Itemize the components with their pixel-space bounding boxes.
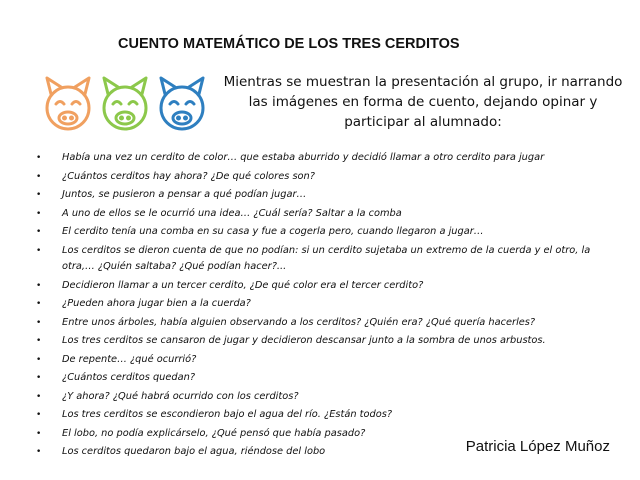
- author-name: Patricia López Muñoz: [465, 438, 610, 455]
- story-list: [0, 150, 640, 463]
- three-pigs-illustration: [40, 68, 210, 138]
- list-item: [0, 169, 640, 186]
- list-item-text: El lobo, no podía explicárselo, ¿Qué pensó que había pasado?: [62, 427, 366, 439]
- list-item-text: A uno de ellos se le ocurrió una idea… ¿Cuál sería? Saltar a la comba: [62, 207, 402, 219]
- bullet-icon: •: [36, 336, 42, 346]
- bullet-icon: •: [36, 280, 42, 291]
- list-item-text: Los cerditos se dieron cuenta de que no podían: si un cerdito sujetaba un extremo de la cuerda y el otro, la otra,… ¿Quién saltaba? ¿Qué podían hacer?...: [62, 244, 591, 272]
- list-item: [0, 407, 640, 424]
- bullet-icon: •: [36, 317, 42, 328]
- bullet-icon: •: [36, 447, 42, 457]
- list-item-text: ¿Pueden ahora jugar bien a la cuerda?: [62, 298, 251, 309]
- list-item: [0, 333, 640, 350]
- list-item-text: Entre unos árboles, había alguien observando a los cerditos? ¿Quién era? ¿Qué quería hacerles?: [62, 316, 536, 328]
- bullet-icon: •: [36, 171, 42, 182]
- list-item: [0, 187, 640, 204]
- list-item-text: ¿Y ahora? ¿Qué habrá ocurrido con los cerditos?: [62, 390, 299, 402]
- list-item-text: Había una vez un cerdito de color… que estaba aburrido y decidió llamar a otro cerdito para jugar: [62, 152, 545, 163]
- bullet-icon: •: [36, 410, 42, 420]
- pig-face-icon: [104, 78, 146, 129]
- bullet-icon: •: [36, 391, 42, 402]
- list-item: [0, 389, 640, 406]
- bullet-icon: •: [36, 153, 42, 163]
- list-item: [0, 370, 640, 387]
- page-title: CUENTO MATEMÁTICO DE LOS TRES CERDITOS: [118, 36, 460, 52]
- list-item: [0, 296, 640, 313]
- list-item-text: El cerdito tenía una comba en su casa y fue a cogerla pero, cuando llegaron a jugar…: [62, 226, 484, 237]
- list-item-text: ¿Cuántos cerditos hay ahora? ¿De qué colores son?: [62, 170, 315, 182]
- list-item-text: Los tres cerditos se cansaron de jugar y decidieron descansar junto a la sombra de unos arbustos.: [62, 335, 546, 346]
- list-item-text: ¿Cuántos cerditos quedan?: [62, 372, 196, 383]
- bullet-icon: •: [36, 227, 42, 237]
- pig-face-icon: [47, 78, 89, 129]
- bullet-icon: •: [36, 299, 42, 309]
- list-item-text: Juntos, se pusieron a pensar a qué podían jugar…: [62, 189, 307, 200]
- bullet-icon: •: [36, 245, 42, 256]
- list-item: [0, 150, 640, 167]
- list-item: [0, 352, 640, 369]
- list-item-text: De repente… ¿qué ocurrió?: [62, 353, 197, 365]
- bullet-icon: •: [36, 208, 42, 219]
- bullet-icon: •: [36, 190, 42, 200]
- bullet-icon: •: [36, 428, 42, 439]
- list-item: [0, 278, 640, 295]
- list-item: [0, 315, 640, 332]
- list-item-text: Decidieron llamar a un tercer cerdito, ¿De qué color era el tercer cerdito?: [62, 279, 424, 291]
- list-item: [0, 206, 640, 223]
- list-item: [0, 243, 640, 276]
- list-item-text: Los cerditos quedaron bajo el agua, riéndose del lobo: [62, 446, 326, 457]
- bullet-icon: •: [36, 373, 42, 383]
- bullet-icon: •: [36, 354, 42, 365]
- list-item-text: Los tres cerditos se escondieron bajo el agua del río. ¿Están todos?: [62, 409, 393, 420]
- intro-text: Mientras se muestran la presentación al grupo, ir narrando las imágenes en forma de cuento, dejando opinar y participar al alumnado:: [223, 74, 623, 130]
- pig-face-icon: [161, 78, 203, 129]
- list-item: [0, 224, 640, 241]
